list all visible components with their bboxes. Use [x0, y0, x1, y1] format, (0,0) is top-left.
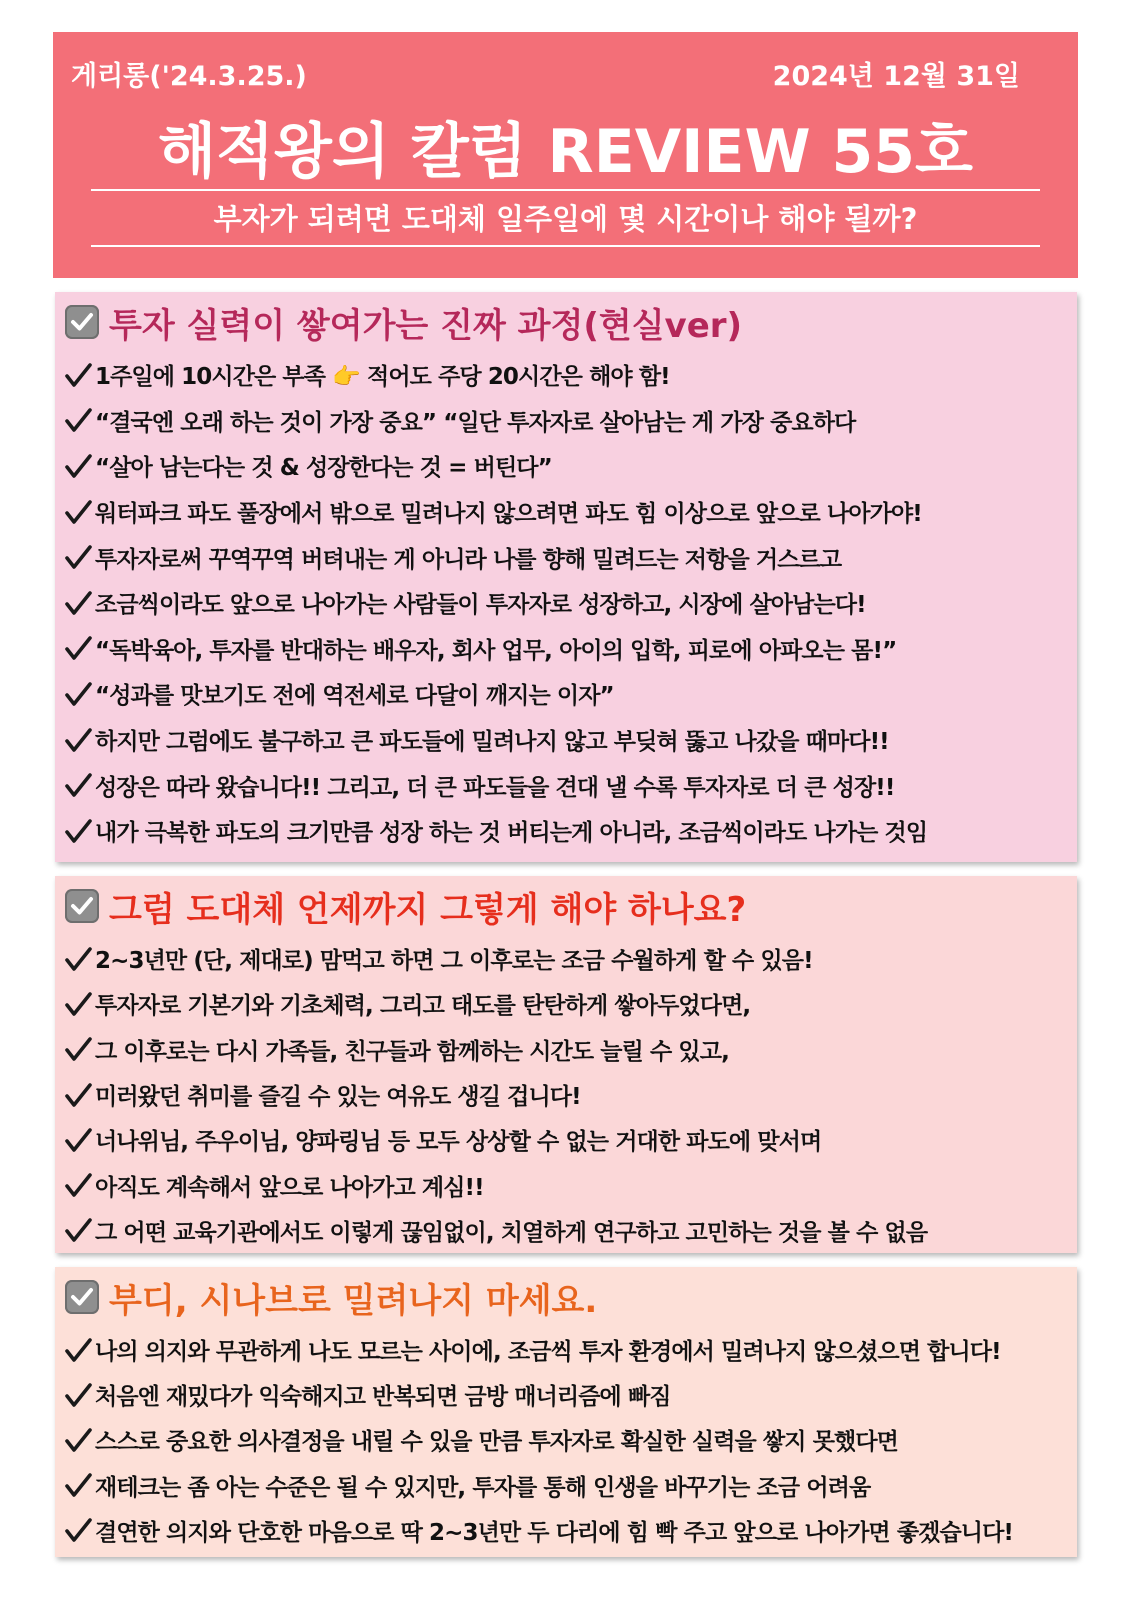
item-list	[63, 1327, 1071, 1553]
list-item	[63, 398, 1071, 444]
check-mark-icon	[63, 816, 93, 846]
check-mark-icon	[63, 360, 93, 390]
section-title: 그럼 도대체 언제까지 그렇게 해야 하나요?	[109, 889, 747, 930]
list-item	[63, 808, 1071, 854]
check-mark-icon	[63, 1215, 93, 1245]
section-header	[65, 882, 746, 930]
list-item	[63, 1072, 1071, 1117]
check-mark-icon	[63, 1425, 93, 1455]
list-item-text: “결국엔 오래 하는 것이 가장 중요” “일단 투자자로 살아남는 게 가장 중요하다	[95, 409, 856, 436]
check-mark-icon	[63, 633, 93, 663]
list-item-text: 미러왔던 취미를 즐길 수 있는 여유도 생길 겁니다!	[95, 1084, 581, 1111]
list-item	[63, 1463, 1071, 1508]
list-item-text: 워터파크 파도 풀장에서 밖으로 밀려나지 않으려면 파도 힘 이상으로 앞으로 나아가야!	[95, 501, 922, 528]
list-item-text: 투자자로 기본기와 기초체력, 그리고 태도를 탄탄하게 쌓아두었다면,	[95, 993, 751, 1020]
check-mark-icon	[63, 588, 93, 618]
title-divider-bottom	[91, 245, 1040, 247]
list-item	[63, 1027, 1071, 1072]
section-growth-process	[55, 292, 1077, 862]
header-banner	[53, 32, 1078, 278]
list-item-text: 재테크는 좀 아는 수준은 될 수 있지만, 투자를 통해 인생을 바꾸기는 조금 어려움	[95, 1474, 871, 1501]
list-item	[63, 1417, 1071, 1462]
check-mark-icon	[63, 1034, 93, 1064]
list-item-text: 하지만 그럼에도 불구하고 큰 파도들에 밀려나지 않고 부딪혀 뚫고 나갔을 때마다!!	[95, 729, 889, 756]
check-mark-icon	[63, 1125, 93, 1155]
check-mark-icon	[63, 405, 93, 435]
list-item	[63, 534, 1071, 580]
check-mark-icon	[63, 1380, 93, 1410]
check-mark-icon	[63, 989, 93, 1019]
list-item-text: “독박육아, 투자를 반대하는 배우자, 회사 업무, 아이의 입학, 피로에 아파오는 몸!”	[95, 637, 897, 664]
list-item-text: 나의 의지와 무관하게 나도 모르는 사이에, 조금씩 투자 환경에서 밀려나지 않으셨으면 합니다!	[95, 1339, 1001, 1366]
list-item	[63, 762, 1071, 808]
check-mark-icon	[63, 1515, 93, 1545]
list-item-text: 결연한 의지와 단호한 마음으로 딱 2~3년만 두 다리에 힘 빡 주고 앞으로 나아가면 좋겠습니다!	[95, 1519, 1014, 1546]
list-item	[63, 1208, 1071, 1253]
check-mark-icon	[63, 542, 93, 572]
list-item-text: 처음엔 재밌다가 익숙해지고 반복되면 금방 매너리즘에 빠짐	[95, 1384, 671, 1411]
list-item	[63, 1162, 1071, 1207]
list-item-text: “살아 남는다는 것 & 성장한다는 것 = 버틴다”	[95, 455, 552, 482]
list-item	[63, 981, 1071, 1026]
checkbox-icon	[65, 305, 99, 339]
list-item	[63, 443, 1071, 489]
list-item-text: 투자자로써 꾸역꾸역 버텨내는 게 아니라 나를 향해 밀려드는 저항을 거스르고	[95, 546, 842, 573]
list-item	[63, 1117, 1071, 1162]
list-item	[63, 352, 1071, 398]
check-mark-icon	[63, 1080, 93, 1110]
checkbox-icon	[65, 1280, 99, 1314]
list-item-text: 그 어떤 교육기관에서도 이렇게 끊임없이, 치열하게 연구하고 고민하는 것을 볼 수 없음	[95, 1219, 928, 1246]
list-item-text: 1주일에 10시간은 부족 👉 적어도 주당 20시간은 해야 함!	[95, 364, 670, 391]
list-item	[63, 626, 1071, 672]
list-item	[63, 1327, 1071, 1372]
list-item	[63, 1372, 1071, 1417]
list-item	[63, 580, 1071, 626]
check-mark-icon	[63, 679, 93, 709]
check-mark-icon	[63, 944, 93, 974]
list-item-text: 조금씩이라도 앞으로 나아가는 사람들이 투자자로 성장하고, 시장에 살아남는다!	[95, 592, 866, 619]
list-item-text: 너나위님, 주우이님, 양파링님 등 모두 상상할 수 없는 거대한 파도에 맞서며	[95, 1129, 822, 1156]
list-item-text: 성장은 따라 왔습니다!! 그리고, 더 큰 파도들을 견대 낼 수록 투자자로 더 큰 성장!!	[95, 774, 895, 801]
section-header	[65, 1273, 597, 1321]
check-mark-icon	[63, 1335, 93, 1365]
item-list	[63, 936, 1071, 1253]
check-mark-icon	[63, 1170, 93, 1200]
list-item-text: 스스로 중요한 의사결정을 내릴 수 있을 만큼 투자자로 확실한 실력을 쌓지 못했다면	[95, 1429, 898, 1456]
check-mark-icon	[63, 497, 93, 527]
checkbox-icon	[65, 889, 99, 923]
page-subtitle: 부자가 되려면 도대체 일주일에 몇 시간이나 해야 될까?	[213, 202, 918, 236]
list-item-text: 2~3년만 (단, 제대로) 맘먹고 하면 그 이후로는 조금 수월하게 할 수 있음!	[95, 948, 813, 975]
section-title: 투자 실력이 쌓여가는 진짜 과정(현실ver)	[109, 305, 743, 346]
section-how-long	[55, 876, 1077, 1253]
list-item-text: 아직도 계속해서 앞으로 나아가고 계심!!	[95, 1174, 484, 1201]
list-item	[63, 671, 1071, 717]
check-mark-icon	[63, 1470, 93, 1500]
check-mark-icon	[63, 725, 93, 755]
check-mark-icon	[63, 451, 93, 481]
section-header	[65, 298, 742, 346]
date-label: 2024년 12월 31일	[772, 61, 1020, 92]
item-list	[63, 352, 1071, 854]
section-dont-drift	[55, 1267, 1077, 1557]
list-item-text: “성과를 맛보기도 전에 역전세로 다달이 깨지는 이자”	[95, 683, 614, 710]
page-title: 해적왕의 칼럼 REVIEW 55호	[158, 117, 973, 187]
list-item	[63, 936, 1071, 981]
author-label: 게리롱('24.3.25.)	[71, 61, 307, 92]
title-divider-top	[91, 189, 1040, 191]
list-item	[63, 717, 1071, 763]
list-item-text: 그 이후로는 다시 가족들, 친구들과 함께하는 시간도 늘릴 수 있고,	[95, 1038, 729, 1065]
check-mark-icon	[63, 770, 93, 800]
list-item	[63, 489, 1071, 535]
list-item	[63, 1508, 1071, 1553]
list-item-text: 내가 극복한 파도의 크기만큼 성장 하는 것 버티는게 아니라, 조금씩이라도 나가는 것임	[95, 820, 928, 847]
section-title: 부디, 시나브로 밀려나지 마세요.	[109, 1280, 598, 1321]
